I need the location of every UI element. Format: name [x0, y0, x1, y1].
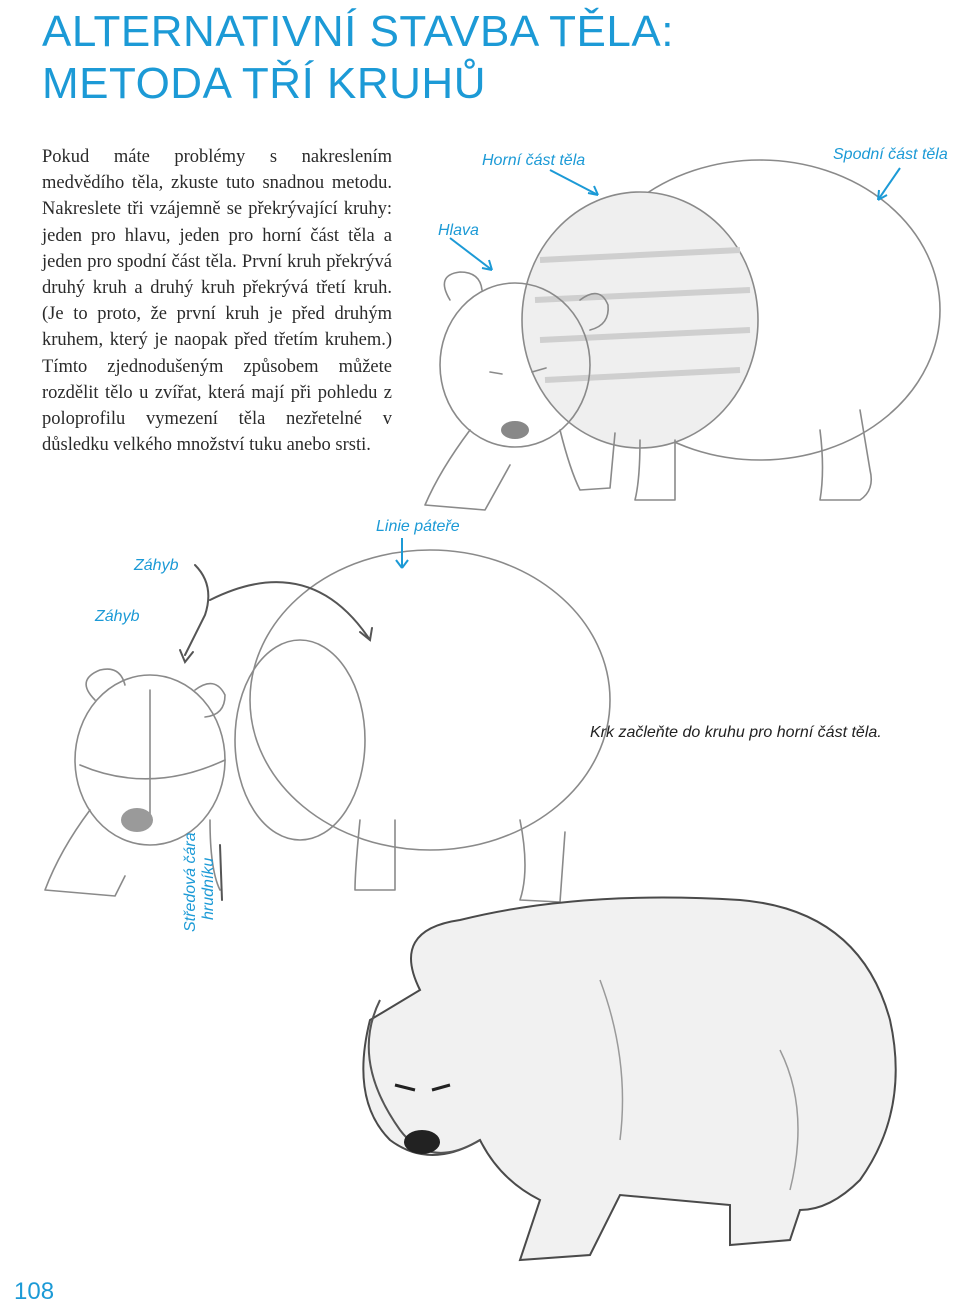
page-title [42, 6, 674, 110]
label-fold-2: Záhyb [95, 608, 140, 625]
label-neck-note: Krk začleňte do kruhu pro horní část těla. [590, 724, 882, 741]
arrow-lower-body [878, 168, 900, 200]
arrow-upper-body [550, 170, 598, 195]
label-lower-body: Spodní část těla [833, 146, 948, 163]
page-number: 108 [14, 1278, 55, 1305]
label-spine-line: Linie páteře [376, 518, 460, 535]
body-paragraph: Pokud máte problémy s nakreslením medvědího těla, zkuste tuto snadnou metodu. Nakreslete tři vzájemně se překrývající kruhy: jeden pro hlavu, jeden pro horní část těla a jeden pro spodní část těla. První kruh překrývá druhý kruh a druhý kruh překrývá třetí kruh. (Je to proto, že první kruh je před druhým kruhem, který je naopak před třetím kruhem.) Tímto zjednodušeným způsobem můžete rozdělit tělo u zvířat, která mají při pohledu z poloprofilu vymezení těla nezřetelné v důsledku velkého množství tuku anebo srsti. [42, 147, 392, 456]
label-chest-center-line-2: hrudníku [200, 857, 217, 920]
label-chest-center-line-1: Středová čára [182, 832, 199, 932]
page-title-line-1: ALTERNATIVNÍ STAVBA TĚLA: [42, 7, 674, 56]
page-title-line-2: METODA TŘÍ KRUHŮ [42, 59, 486, 108]
label-chest-center-line [182, 832, 218, 932]
arrow-head [450, 238, 492, 270]
label-fold-1: Záhyb [134, 557, 179, 574]
label-upper-body: Horní část těla [482, 152, 586, 169]
label-head: Hlava [438, 222, 479, 239]
